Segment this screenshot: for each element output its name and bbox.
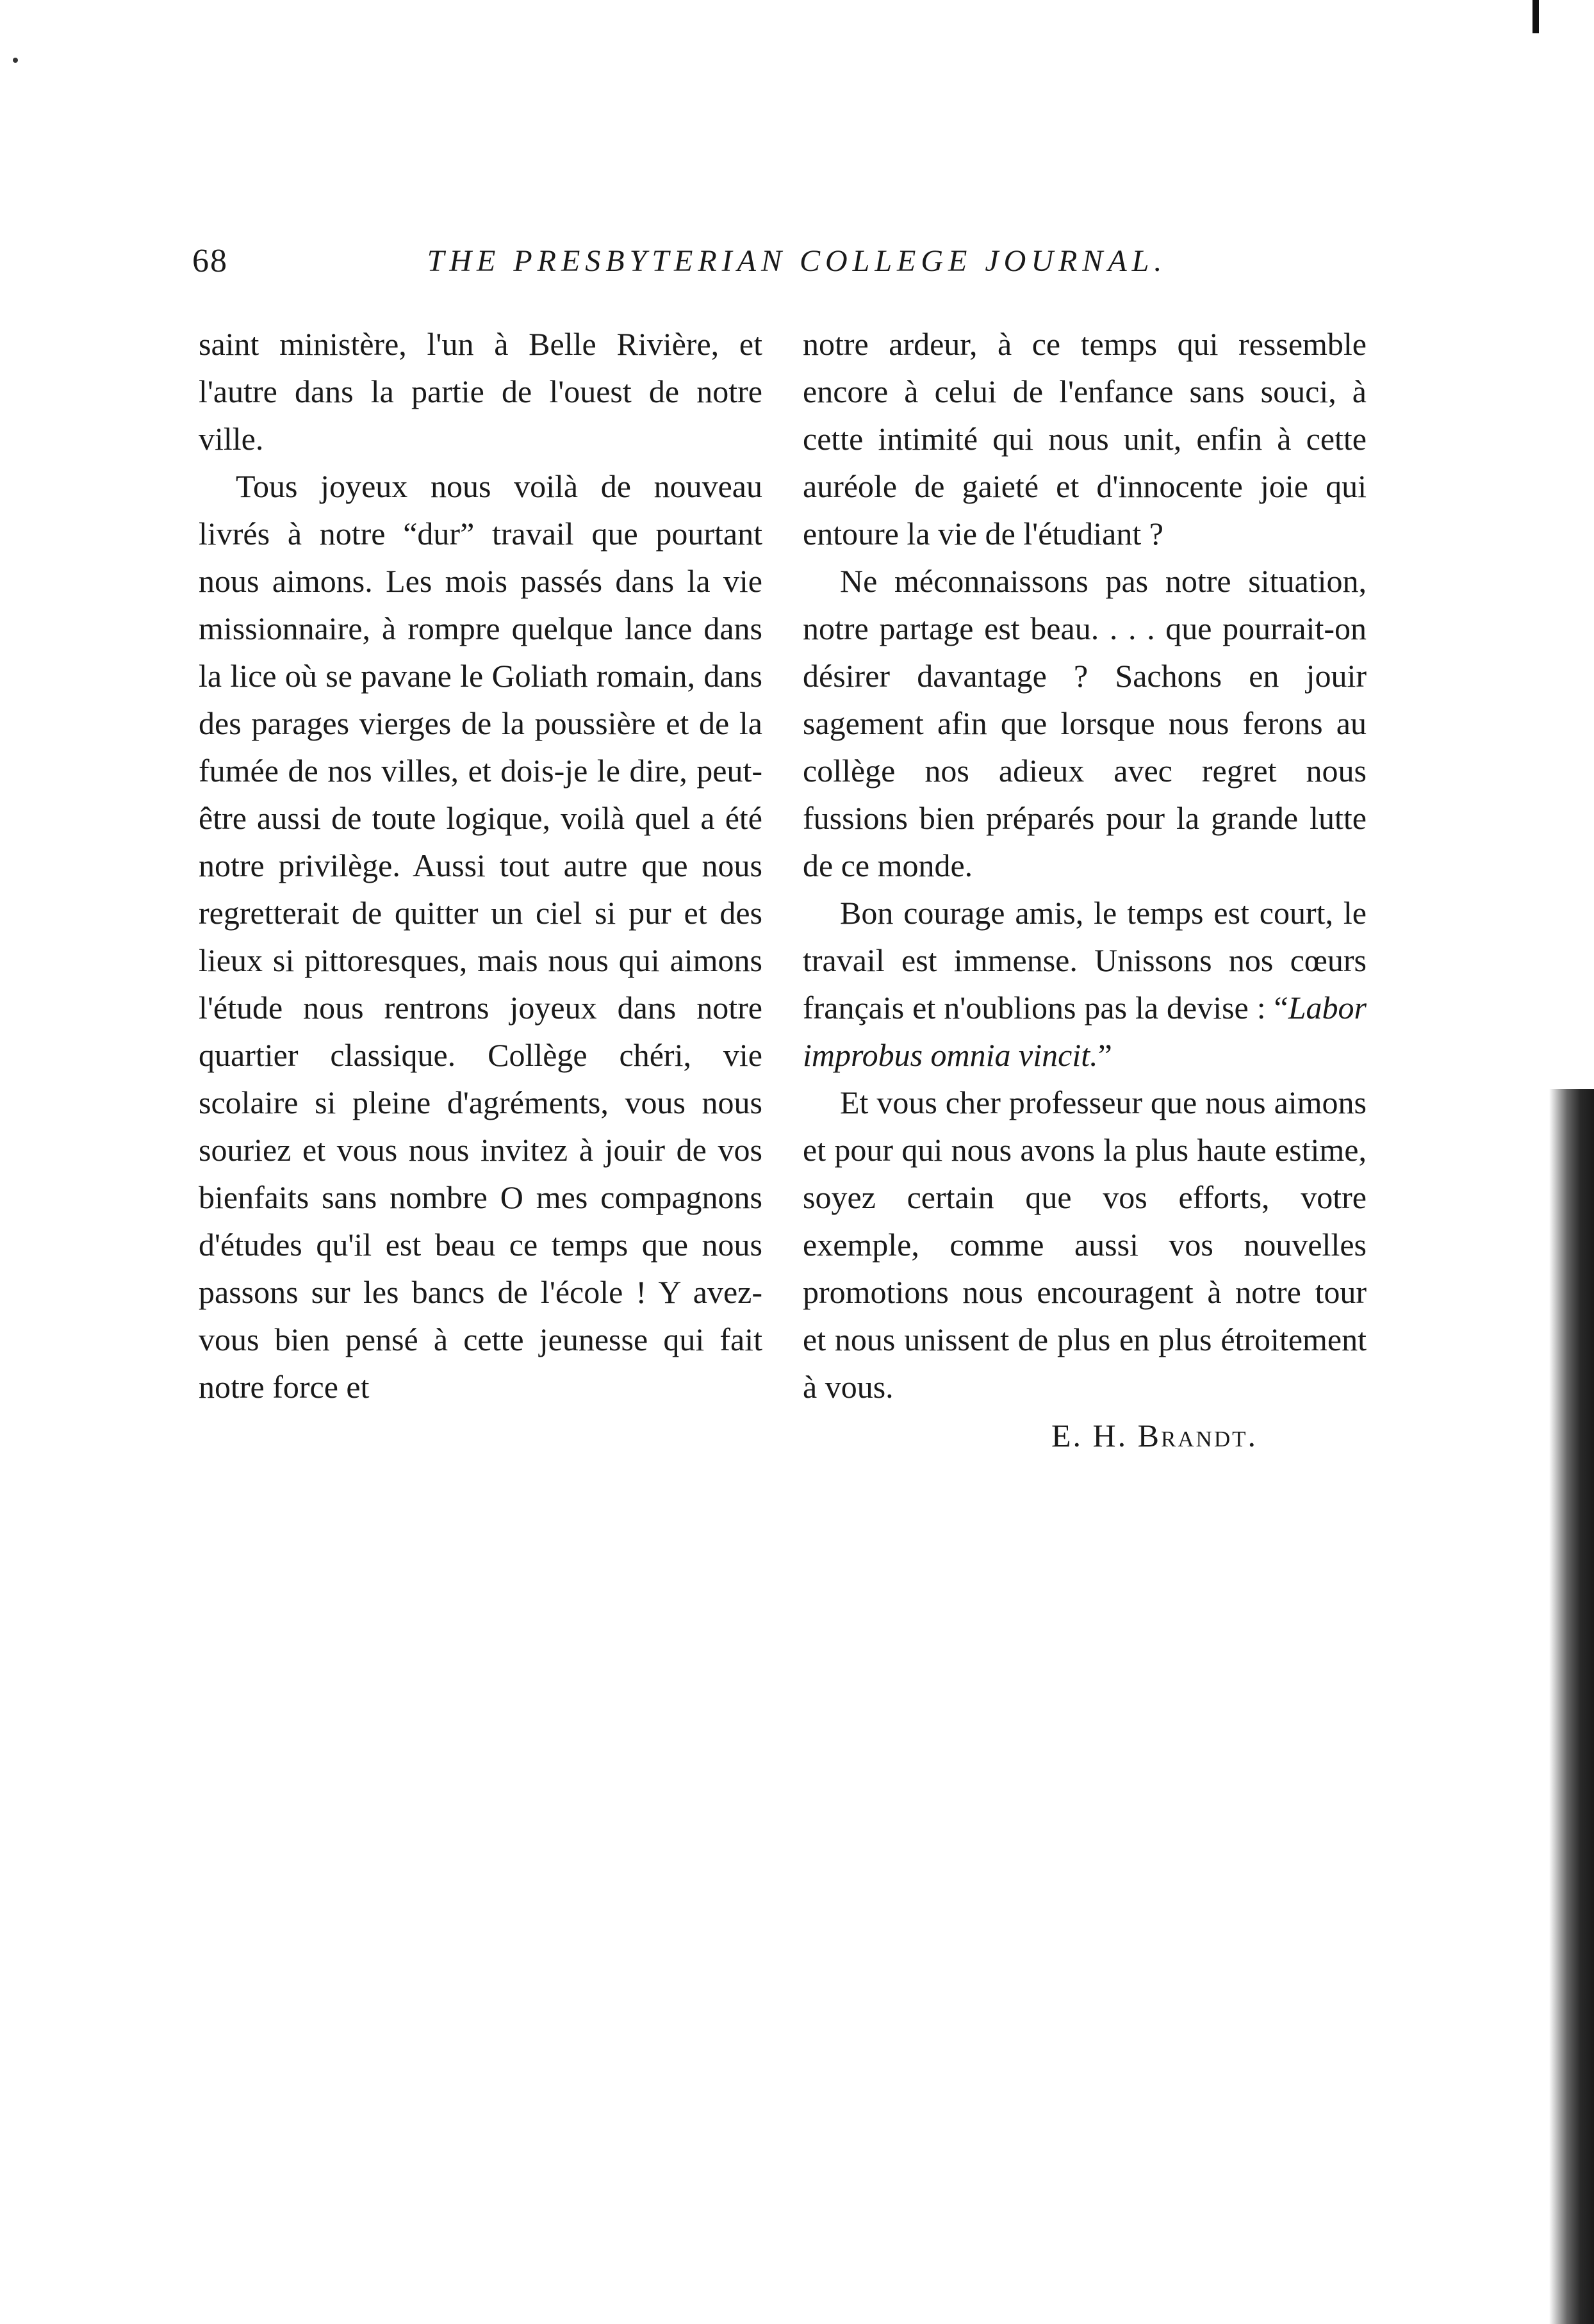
scan-edge: [1549, 1089, 1594, 2324]
motto-close: ”: [1097, 1037, 1112, 1073]
page-number: 68: [192, 243, 228, 279]
paragraph: Et vous cher professeur que nous aimons et pour qui nous avons la plus haute estime, soyez certain que vos efforts, votre exemple, comme aussi vos nouvelles promotions nous encouragent à notre tour et nous unissent de plus en plus étroitement à vous.: [803, 1084, 1367, 1405]
paragraph: notre ardeur, à ce temps qui ressemble encore à celui de l'enfance sans souci, à cette intimité qui nous unit, enfin à cette auréole de gaieté et d'innocente joie qui entoure la vie de l'étudiant ?: [803, 326, 1367, 552]
paragraph: saint ministère, l'un à Belle Rivière, et l'autre dans la partie de l'ouest de notre ville.: [199, 326, 762, 457]
latin-motto: Labor improbus omnia vincit.: [803, 990, 1367, 1073]
paragraph: Tous joyeux nous voilà de nouveau livrés à notre “dur” travail que pourtant nous aimons. Les mois passés dans la vie missionnaire, à rompre quelque lance dans la lice où se pavane le Goliath romain, dans des parages vierges de la poussière et de la fumée de nos villes, et dois-je le dire, peut-être aussi de toute logique, voilà quel a été notre privilège. Aussi tout autre que nous regretterait de quitter un ciel si pur et des lieux si pittoresques, mais nous qui aimons l'étude nous rentrons joyeux dans notre quartier classique. Collège chéri, vie scolaire si pleine d'agréments, vous nous souriez et vous nous invitez à jouir de vos bienfaits sans nombre O mes compagnons d'études qu'il est beau ce temps que nous passons sur les bancs de l'école ! Y avez-vous bien pensé à cette jeunesse qui fait notre force et: [199, 468, 762, 1405]
left-column: [199, 320, 762, 1411]
paragraph: Ne méconnaissons pas notre situation, notre partage est beau. . . . que pourrait-on désirer davantage ? Sachons en jouir sagement afin que lorsque nous ferons au collège nos adieux avec regret nous fussions bien préparés pour la grande lutte de ce monde.: [803, 563, 1367, 883]
running-head: THE PRESBYTERIAN COLLEGE JOURNAL.: [427, 244, 1167, 278]
motto-intro: Bon courage amis, le temps est court, le travail est immense. Unissons nos cœurs français et n'oublions pas la devise : “: [803, 895, 1367, 1026]
scan-mark: [1532, 0, 1539, 33]
author-signature: E. H. Brandt.: [1051, 1418, 1258, 1453]
paragraph-motto: [803, 889, 1367, 1079]
scan-dot: [13, 58, 18, 63]
right-column: [803, 320, 1367, 1459]
